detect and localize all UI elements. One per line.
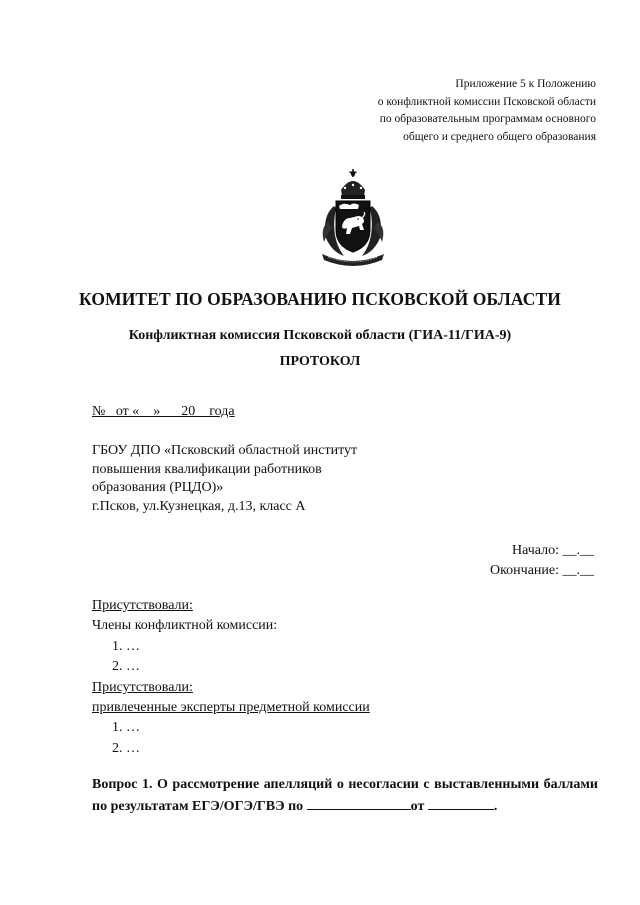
attendance-section [92, 596, 592, 759]
address-line: повышения квалификации работников [92, 461, 322, 477]
appendix-line: по образовательным программам основного [379, 113, 596, 126]
committee-title: КОМИТЕТ ПО ОБРАЗОВАНИЮ ПСКОВСКОЙ ОБЛАСТИ [79, 289, 561, 309]
list-item: 1. … [112, 720, 140, 736]
pskov-coat-of-arms-icon [314, 168, 392, 268]
end-time-label: Окончание: [489, 563, 563, 578]
start-time [490, 541, 594, 561]
question-end: . [493, 798, 498, 814]
appendix-line: Приложение 5 к Положению [455, 78, 596, 90]
end-time [490, 561, 594, 581]
address-line: ГБОУ ДПО «Псковский областной институт [92, 443, 358, 458]
list-item: 1. … [112, 638, 140, 654]
meeting-times [490, 541, 594, 581]
protocol-number-date: № от « » 20 года [92, 404, 235, 419]
start-time-label: Начало: [511, 543, 563, 558]
organization-address [92, 442, 357, 516]
date-blank [428, 796, 494, 810]
list-item: 2. … [112, 659, 140, 675]
attendance-role: Члены конфликтной комиссии: [92, 618, 278, 634]
end-time-value: __.__ [562, 563, 594, 578]
address-line: образования (РЦДО)» [92, 480, 224, 495]
question-from-word: от [410, 798, 425, 814]
protocol-title: ПРОТОКОЛ [279, 354, 361, 369]
question-text: Вопрос 1. О рассмотрение апелляций о несогласии с выставленными баллами по результатам ЕГЭ/ОГЭ/ГВЭ по [92, 777, 598, 814]
appendix-note [236, 76, 596, 146]
subject-blank [307, 796, 411, 810]
list-item: 2. … [112, 740, 140, 756]
commission-title: Конфликтная комиссия Псковской области (ГИА-11/ГИА-9) [128, 328, 512, 343]
start-time-value: __.__ [562, 543, 594, 558]
attendance-role: привлеченные эксперты предметной комиссии [92, 700, 370, 716]
attendance-heading: Присутствовали: [92, 598, 193, 613]
address-line: г.Псков, ул.Кузнецкая, д.13, класс А [92, 498, 306, 514]
appendix-line: общего и среднего общего образования [403, 130, 596, 143]
appendix-line: о конфликтной комиссии Псковской области [377, 95, 596, 108]
attendance-heading: Присутствовали: [92, 679, 193, 695]
question-1 [92, 775, 598, 817]
